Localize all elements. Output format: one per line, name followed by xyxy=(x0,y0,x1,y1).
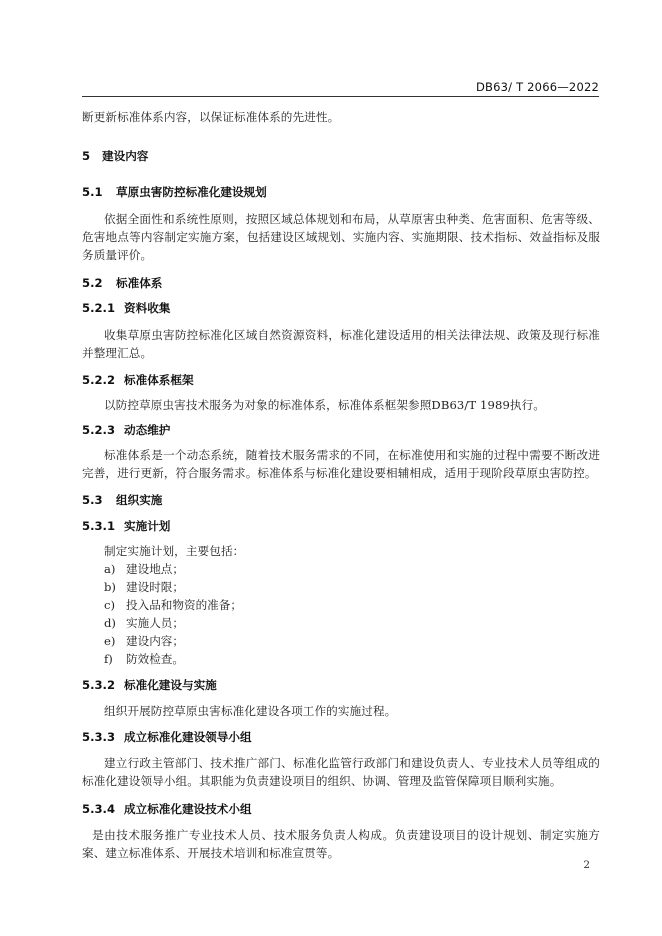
heading-5-3 xyxy=(82,491,600,509)
list-item xyxy=(82,650,600,668)
heading-title: 标准体系 xyxy=(116,276,163,290)
heading-5-2-1 xyxy=(82,299,600,317)
paragraph-5-3-4: 是由技术服务推广专业技术人员、技术服务负责人构成。负责建设项目的设计规划、制定实施方案、建立标准体系、开展技术培训和标准宣贯等。 xyxy=(82,828,600,860)
paragraph-5-3-2: 组织开展防控草原虫害标准化建设各项工作的实施过程。 xyxy=(104,704,397,718)
paragraph-5-3-1: 制定实施计划，主要包括： xyxy=(104,544,245,558)
list-marker: a) xyxy=(104,562,116,576)
heading-number: 5.3.2 xyxy=(82,678,116,692)
heading-title: 实施计划 xyxy=(124,519,171,533)
list-item-text: 投入品和物资的准备； xyxy=(126,598,242,612)
list-item xyxy=(82,614,600,632)
paragraph-intro-continuation: 断更新标准体系内容，以保证标准体系的先进性。 xyxy=(82,110,340,124)
list-item-text: 建设地点； xyxy=(126,562,184,576)
list-marker: c) xyxy=(104,598,116,612)
list-marker: b) xyxy=(104,580,116,594)
heading-title: 标准化建设与实施 xyxy=(124,678,217,692)
page-body xyxy=(82,108,600,862)
heading-5-3-1 xyxy=(82,517,600,535)
heading-5 xyxy=(82,147,600,165)
heading-number: 5.3.4 xyxy=(82,802,116,816)
list-item-text: 防效检查。 xyxy=(126,652,184,666)
heading-number: 5.3.1 xyxy=(82,519,116,533)
paragraph-5-2-2: 以防控草原虫害技术服务为对象的标准体系，标准体系框架参照DB63/T 1989执行。 xyxy=(104,398,546,412)
heading-5-2 xyxy=(82,274,600,292)
list-marker: f) xyxy=(104,652,113,666)
heading-5-3-2 xyxy=(82,676,600,694)
paragraph-5-3-3: 建立行政主管部门、技术推广部门、标准化监管行政部门和建设负责人、专业技术人员等组成的标准化建设领导小组。其职能为负责建设项目的组织、协调、管理及监管保障项目顺利实施。 xyxy=(82,756,600,788)
list-marker: d) xyxy=(104,616,116,630)
heading-number: 5.3 xyxy=(82,493,103,507)
list-item xyxy=(82,578,600,596)
heading-number: 5 xyxy=(82,149,91,163)
heading-5-2-3 xyxy=(82,421,600,439)
heading-5-2-2 xyxy=(82,371,600,389)
heading-5-3-3 xyxy=(82,728,600,746)
paragraph-5-2-3: 标准体系是一个动态系统，随着技术服务需求的不同，在标准使用和实施的过程中需要不断改进完善，进行更新，符合服务需求。标准体系与标准化建设要相辅相成，适用于现阶段草原虫害防控。 xyxy=(82,448,600,480)
list-item-text: 建设时限； xyxy=(126,580,184,594)
page-number: 2 xyxy=(583,859,590,871)
header-divider xyxy=(82,96,599,97)
heading-number: 5.1 xyxy=(82,185,103,199)
heading-number: 5.2 xyxy=(82,276,103,290)
list-item xyxy=(82,596,600,614)
heading-5-1 xyxy=(82,183,600,201)
heading-number: 5.3.3 xyxy=(82,730,116,744)
heading-title: 组织实施 xyxy=(116,493,163,507)
heading-title: 草原虫害防控标准化建设规划 xyxy=(116,185,267,199)
document-code: DB63/ T 2066—2022 xyxy=(475,80,599,94)
list-marker: e) xyxy=(104,634,116,648)
list-item-text: 建设内容； xyxy=(126,634,184,648)
paragraph-5-1: 依据全面性和系统性原则，按照区域总体规划和布局，从草原害虫种类、危害面积、危害等级、危害地点等内容制定实施方案，包括建设区域规划、实施内容、实施期限、技术指标、效益指标及服务质量评价。 xyxy=(82,212,600,262)
heading-number: 5.2.1 xyxy=(82,301,116,315)
list-item xyxy=(82,632,600,650)
heading-title: 资料收集 xyxy=(124,301,171,315)
plan-items-list xyxy=(82,560,600,668)
heading-title: 建设内容 xyxy=(102,149,149,163)
heading-title: 标准体系框架 xyxy=(124,373,194,387)
paragraph-5-2-1: 收集草原虫害防控标准化区域自然资源资料，标准化建设适用的相关法律法规、政策及现行标准并整理汇总。 xyxy=(82,328,600,360)
list-item xyxy=(82,560,600,578)
heading-number: 5.2.3 xyxy=(82,423,116,437)
heading-title: 动态维护 xyxy=(124,423,171,437)
heading-number: 5.2.2 xyxy=(82,373,116,387)
heading-title: 成立标准化建设技术小组 xyxy=(124,802,252,816)
list-item-text: 实施人员； xyxy=(126,616,184,630)
heading-5-3-4 xyxy=(82,800,600,818)
heading-title: 成立标准化建设领导小组 xyxy=(124,730,252,744)
